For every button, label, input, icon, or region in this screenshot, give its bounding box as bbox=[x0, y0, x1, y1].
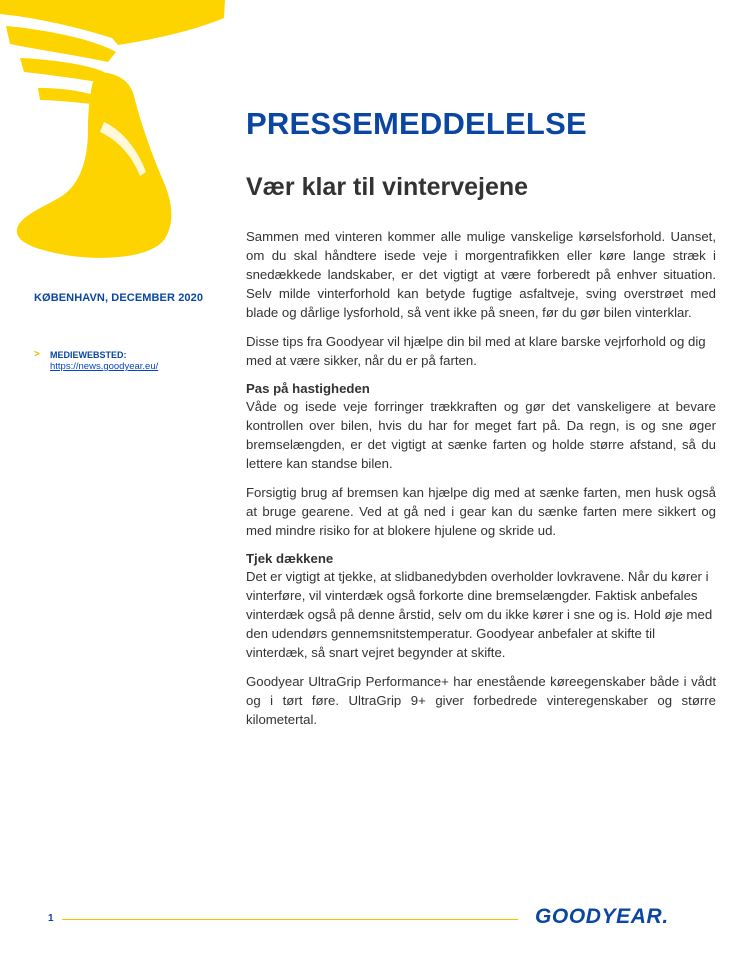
article-body bbox=[246, 227, 716, 739]
article-heading: Vær klar til vintervejene bbox=[246, 173, 529, 201]
winged-foot-logo bbox=[0, 0, 225, 265]
intro-paragraph-2: Disse tips fra Goodyear vil hjælpe din bil med at klare barske vejrforhold og dig med at være sikker, når du er på farten. bbox=[246, 334, 706, 368]
section-tyres-paragraph-2: Goodyear UltraGrip Performance+ har enestående køreegenskaber både i vådt og i tørt føre. UltraGrip 9+ giver forbedrede vinteregenskaber og større kilometertal. bbox=[246, 674, 716, 727]
svg-text:GOODYEAR.: GOODYEAR. bbox=[535, 905, 669, 928]
section-tyres bbox=[246, 550, 716, 662]
intro-paragraph: Sammen med vinteren kommer alle mulige vanskelige kørselsforhold. Uanset, om du skal håndtere isede veje i morgentrafikken eller køre lange stræk i snedækkede landskaber, er det vigtigt at være forberedt på enhver situation. Selv milde vinterforhold kan betyde fugtige asfaltveje, sving overstrøet med blade og dårlige lysforhold, så vent ikke på sneen, før du gør bilen vinterklar. bbox=[246, 229, 716, 320]
page-number: 1 bbox=[48, 913, 54, 924]
section-speed-paragraph-2: Forsigtig brug af bremsen kan hjælpe dig med at sænke farten, men husk også at bruge gearene. Ved at gå ned i gear kan du sænke farten mere sikkert og med mindre risiko for at blokere hjulene og skride ud. bbox=[246, 485, 716, 538]
media-website bbox=[34, 349, 158, 373]
media-website-label: MEDIEWEBSTED: bbox=[50, 350, 127, 360]
footer-divider bbox=[62, 919, 518, 920]
media-website-link[interactable]: https://news.goodyear.eu/ bbox=[50, 361, 159, 372]
section-speed bbox=[246, 380, 716, 473]
chevron-right-icon: > bbox=[34, 349, 40, 360]
page-title: PRESSEMEDDELELSE bbox=[246, 106, 587, 141]
section-title-tyres: Tjek dækkene bbox=[246, 551, 334, 566]
dateline bbox=[34, 292, 229, 304]
section-tyres-text: Det er vigtigt at tjekke, at slidbanedybden overholder lovkravene. Når du kører i vinterføre, vil vinterdæk også forkorte dine bremselængder. Faktisk anbefales vinterdæk også på denne årstid, selv om du ikke kører i sne og is. Hold øje med den udendørs gennemsnitstemperatur. Goodyear anbefaler at skifte til vinterdæk, så snart vejret begynder at skifte. bbox=[246, 569, 713, 660]
section-title-speed: Pas på hastigheden bbox=[246, 381, 370, 396]
goodyear-wordmark-logo bbox=[533, 902, 708, 928]
section-speed-text: Våde og isede veje forringer trækkraften og gør det vanskeligere at bevare kontrollen over bilen, hvis du har for meget fart på. Da regn, is og sne øger bremselængden, er det vigtigt at sænke farten og holde større afstand, så du lettere kan standse bilen. bbox=[246, 399, 716, 471]
location-date: KØBENHAVN, DECEMBER 2020 bbox=[34, 292, 204, 304]
